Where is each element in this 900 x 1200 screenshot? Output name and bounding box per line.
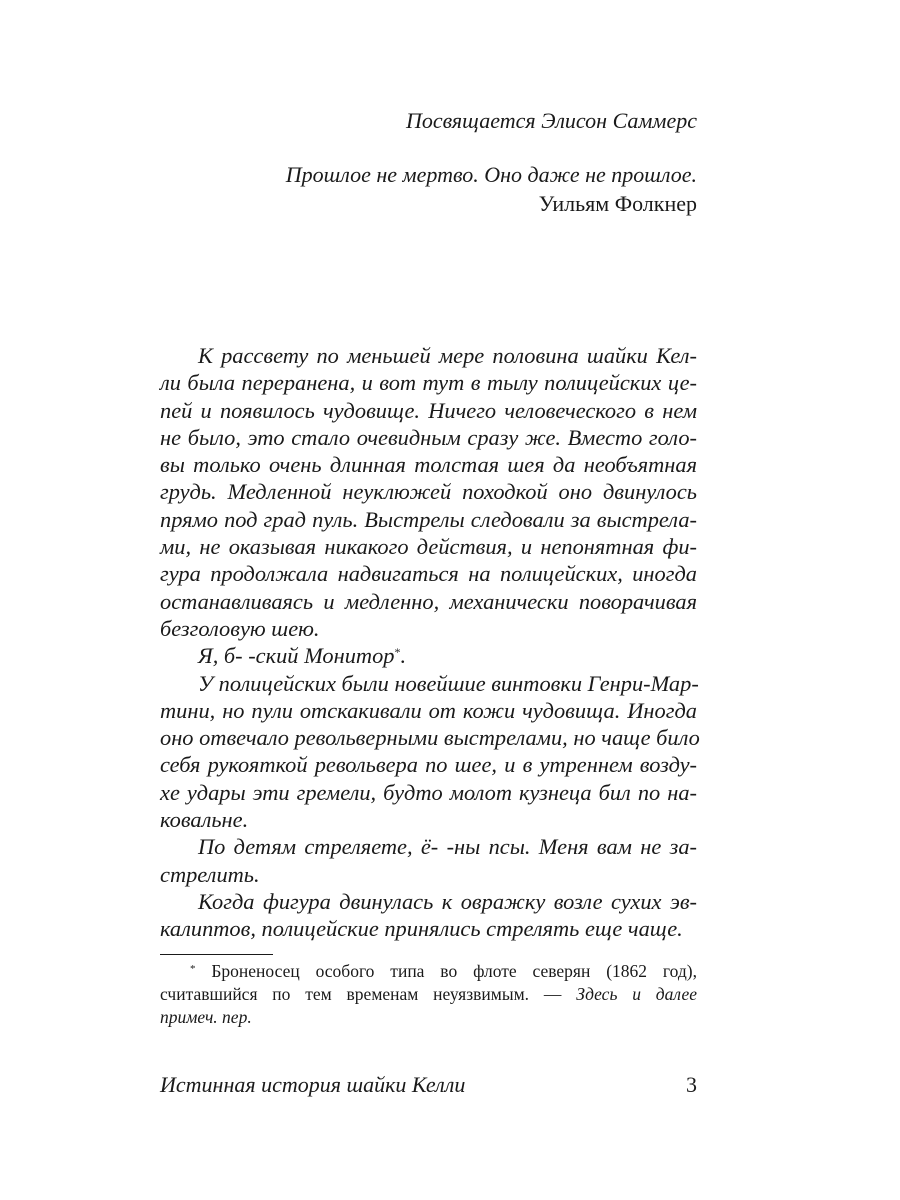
- epigraph-author: Уильям Фолкнер: [538, 191, 697, 216]
- text-line: себя рукояткой револьвера по шее, и в утреннем возду-: [160, 752, 697, 778]
- main-text: [160, 342, 700, 943]
- footnote-marker: *: [394, 645, 401, 660]
- text-line: пей и появилось чудовище. Ничего человеческого в нем: [160, 397, 697, 423]
- epigraph: [286, 160, 697, 218]
- text-line: ковальне.: [160, 807, 249, 833]
- text-line: К рассвету по меньшей мере половина шайки Кел-: [198, 343, 697, 368]
- text-line: Я, б- -ский Монитор: [198, 643, 395, 669]
- text-line: стрелить.: [160, 861, 260, 887]
- running-title: Истинная история шайки Келли: [160, 1072, 466, 1097]
- footnote-line: * Броненосец особого типа во флоте северян (1862 год),: [190, 961, 697, 981]
- text-line: безголовую шею.: [160, 615, 320, 641]
- text-line: По детям стреляете, ё- -ны псы. Меня вам не за-: [198, 834, 697, 860]
- dedication: Посвящается Элисон Саммерс: [405, 108, 697, 133]
- text-line: хе удары эти гремели, будто молот кузнеца бил по на-: [160, 779, 697, 805]
- text-line-with-footnote: [160, 642, 697, 669]
- text-line: У полицейских были новейшие винтовки Генри-Мар-: [198, 670, 699, 696]
- text-line: тини, но пули отскакивали от кожи чудовища. Иногда: [160, 697, 697, 723]
- text-line: вы только очень длинная толстая шея да необъятная: [160, 452, 697, 478]
- footnote-line: считавшийся по тем временам неуязвимым. — Здесь и далее: [160, 984, 697, 1004]
- text-line: ли была переранена, и вот тут в тылу полицейских це-: [160, 370, 697, 396]
- epigraph-quote: Прошлое не мертво. Оно даже не прошлое.: [285, 162, 697, 187]
- text-line: не было, это стало очевидным сразу же. Вместо голо-: [160, 424, 697, 450]
- text-line: грудь. Медленной неуклюжей походкой оно двинулось: [160, 479, 697, 505]
- page-number: 3: [686, 1072, 697, 1097]
- page-footer: [160, 1072, 697, 1102]
- footnote-line: примеч. пер.: [160, 1007, 252, 1027]
- text-line: останавливаясь и медленно, механически поворачивая: [160, 588, 697, 614]
- footnote-marker: *: [190, 963, 196, 975]
- text-line: Когда фигура двинулась к овражку возле сухих эв-: [198, 888, 697, 914]
- text-line: прямо под град пуль. Выстрелы следовали за выстрела-: [160, 506, 697, 532]
- text-line: гура продолжала надвигаться на полицейских, иногда: [160, 561, 697, 587]
- text-line: оно отвечало револьверными выстрелами, но чаще било: [160, 725, 700, 751]
- footnote-divider: [160, 954, 273, 955]
- text-line: калиптов, полицейские принялись стрелять еще чаще.: [160, 916, 683, 942]
- line-end-punctuation: .: [400, 643, 407, 669]
- footnote: [160, 960, 697, 1029]
- text-line: ми, не оказывая никакого действия, и непонятная фи-: [160, 534, 697, 560]
